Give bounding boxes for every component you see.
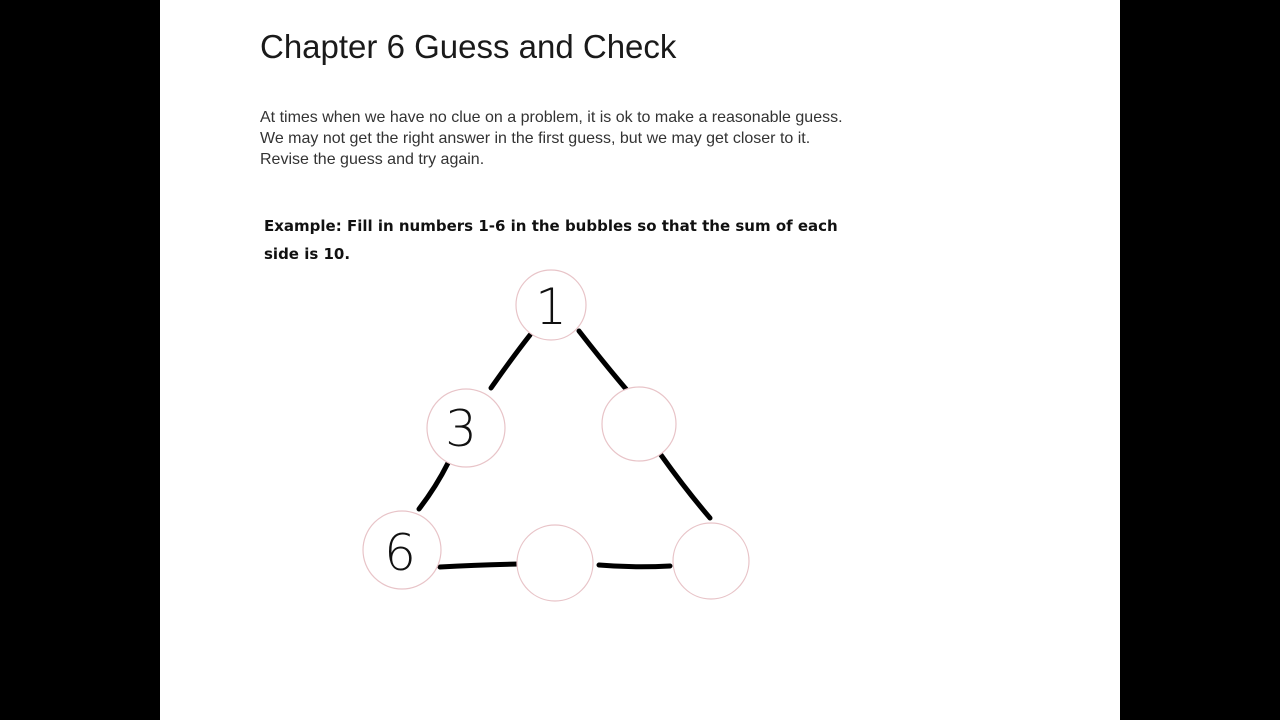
edge-bottom-right [599, 565, 670, 567]
edge-top-right-upper [579, 331, 626, 389]
bubble-top-number: 1 [535, 278, 567, 336]
edge-bottom-left [440, 564, 519, 567]
example-prompt: Example: Fill in numbers 1-6 in the bubbles so that the sum of each side is 10. [264, 217, 838, 263]
bubble-bottom-left[interactable] [363, 511, 441, 589]
bubble-top[interactable] [516, 270, 586, 340]
bubble-bottom-right[interactable] [673, 523, 749, 599]
edge-left-lower [419, 463, 448, 509]
bubble-left-middle[interactable] [427, 389, 505, 467]
intro-paragraph: At times when we have no clue on a problem, it is ok to make a reasonable guess. We may not get the right answer in the first guess, but we may get closer to it. Revise the guess and try again. [260, 109, 843, 168]
bubble-bottom-middle[interactable] [517, 525, 593, 601]
triangle-diagram [160, 0, 1120, 720]
bubble-left-middle-number: 3 [445, 400, 477, 458]
bubble-right-middle[interactable] [602, 387, 676, 461]
edge-right-lower [661, 455, 710, 518]
slide [160, 0, 1120, 720]
bubble-bottom-left-number: 6 [384, 524, 416, 582]
slide-title: Chapter 6 Guess and Check [260, 28, 677, 65]
edge-top-left-upper [491, 335, 530, 388]
